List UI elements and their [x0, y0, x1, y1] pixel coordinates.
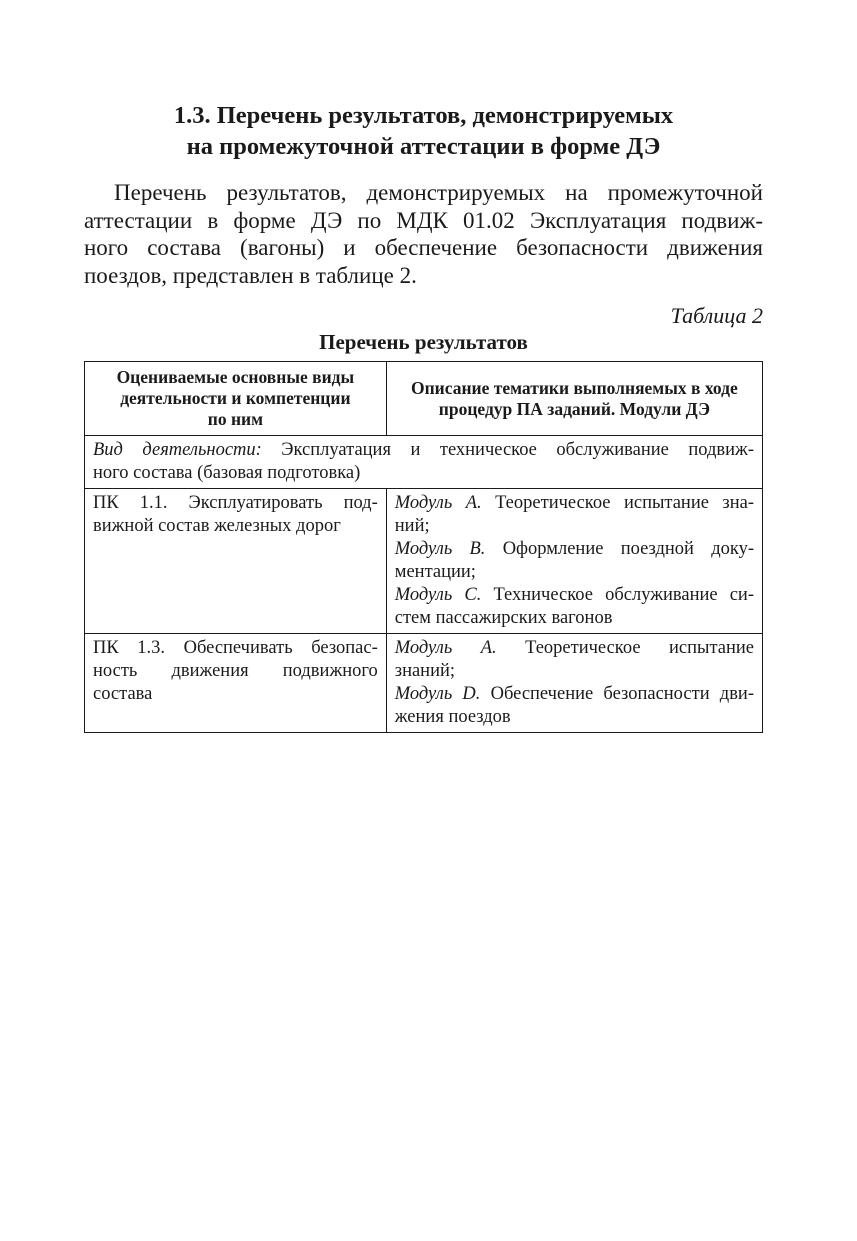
- section-heading-line-1: 1.3. Перечень результатов, демонстрируемых: [173, 102, 674, 129]
- intro-paragraph: [84, 179, 763, 289]
- document-page: [84, 100, 763, 733]
- activity-row: [85, 436, 763, 489]
- modules-cell: [386, 634, 762, 733]
- module-line: [395, 538, 754, 561]
- module-name: Модуль В.: [394, 539, 486, 559]
- header-task-description: [386, 362, 762, 436]
- section-heading-line-2: на промежуточной аттестации в форме ДЭ: [186, 133, 661, 160]
- competence-line: ПК 1.3. Обеспечивать безопас-: [93, 638, 378, 658]
- activity-line-1: [93, 439, 754, 462]
- section-heading: [84, 100, 763, 162]
- module-name: Модуль А.: [394, 638, 497, 658]
- module-line: жения поездов: [394, 707, 511, 727]
- module-line: стем пассажирских вагонов: [394, 608, 613, 628]
- header-competencies: [85, 362, 387, 436]
- header-col1-line-2: деятельности и компетенции: [120, 388, 351, 408]
- header-col2-line-2: процедур ПА заданий. Модули ДЭ: [438, 398, 710, 419]
- table-row: [85, 634, 763, 733]
- activity-text-1: Эксплуатация и техническое обслуживание подвиж-: [261, 440, 754, 460]
- header-col2-line-1: Описание тематики выполняемых в ходе: [410, 377, 738, 398]
- activity-line-2: ного состава (базовая подготовка): [93, 463, 361, 483]
- module-name: Модуль D.: [394, 684, 481, 704]
- table-number-label: Таблица 2: [670, 303, 763, 328]
- module-line: [395, 492, 754, 515]
- competence-cell: [85, 489, 387, 634]
- table-title: Перечень результатов: [319, 330, 528, 354]
- module-line: знаний;: [394, 661, 456, 681]
- competence-line: состава: [93, 684, 153, 704]
- module-text: Оформление поездной доку-: [485, 539, 755, 559]
- module-text: Обеспечение безопасности дви-: [480, 684, 754, 704]
- competence-line: вижной состав железных дорог: [93, 516, 341, 536]
- competence-cell: [85, 634, 387, 733]
- module-text: Техническое обслуживание си-: [481, 585, 754, 605]
- table-row: [85, 489, 763, 634]
- header-col1-line-3: по ним: [207, 409, 264, 429]
- module-name: Модуль С.: [394, 585, 482, 605]
- module-line: [395, 637, 754, 660]
- module-name: Модуль А.: [394, 493, 482, 513]
- intro-line-2: аттестации в форме ДЭ по МДК 01.02 Эксплуатация подвиж-: [84, 207, 763, 233]
- intro-line-3: ного состава (вагоны) и обеспечение безопасности движения: [84, 235, 763, 260]
- modules-cell: [386, 489, 762, 634]
- module-line: ний;: [394, 516, 430, 536]
- table-header-row: [85, 362, 763, 436]
- intro-line-1: Перечень результатов, демонстрируемых на промежуточной: [114, 180, 763, 205]
- intro-line-4: поездов, представлен в таблице 2.: [84, 262, 417, 288]
- module-line: [395, 683, 754, 706]
- module-text: Теоретическое испытание: [496, 638, 754, 658]
- competence-line: ность движения подвижного: [93, 661, 378, 681]
- activity-cell: [85, 436, 763, 489]
- activity-label: Вид деятельности:: [93, 440, 262, 460]
- competence-line: ПК 1.1. Эксплуатировать под-: [93, 493, 378, 513]
- module-line: [395, 584, 754, 607]
- module-line: ментации;: [394, 562, 476, 582]
- header-col1-line-1: Оцениваемые основные виды: [116, 367, 355, 387]
- results-table: [84, 361, 763, 733]
- module-text: Теоретическое испытание зна-: [481, 493, 754, 513]
